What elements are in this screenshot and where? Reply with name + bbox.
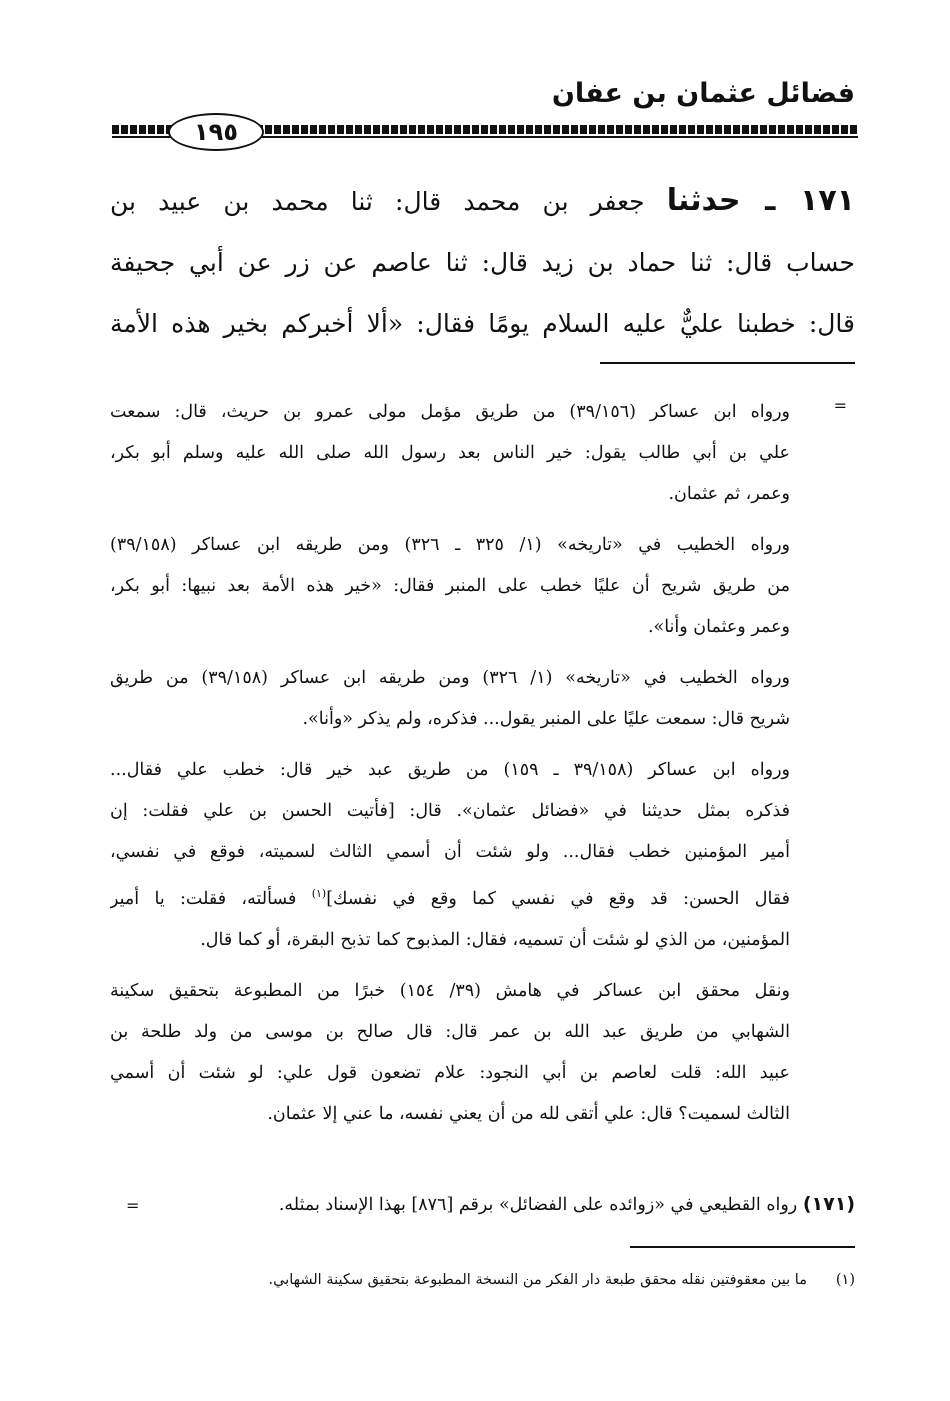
- commentary-line: فذكره بمثل حديثنا في «فضائل عثمان». قال: [فأتيت الحسن بن علي فقلت: إن: [110, 801, 790, 821]
- commentary-line: [110, 873, 790, 920]
- commentary-line-text: فقال الحسن: قد وقع في نفسي كما وقع في نفسك]: [326, 888, 790, 909]
- commentary: [110, 392, 790, 1145]
- commentary-line: ورواه الخطيب في «تاريخه» (١/ ٣٢٦) ومن طريقه ابن عساكر (٣٩/١٥٨) من طريق: [110, 668, 790, 688]
- hadith-text: [110, 170, 855, 354]
- reference-text: رواه القطيعي في «زوائده على الفضائل» برقم [٨٧٦] بهذا الإسناد بمثله.: [278, 1195, 803, 1215]
- commentary-line: ورواه ابن عساكر (٣٩/١٥٦) من طريق مؤمل مولى عمرو بن حريث، قال: سمعت: [110, 402, 790, 422]
- commentary-line: ونقل محقق ابن عساكر في هامش (٣٩/ ١٥٤) خبرًا من المطبوعة بتحقيق سكينة: [110, 980, 790, 1001]
- commentary-line: المؤمنين، من الذي لو شئت أن تسميه، فقال: المذبوح كما تذبح البقرة، أو كما قال.: [200, 929, 790, 950]
- commentary-paragraph: [110, 658, 790, 740]
- footnote-number: (١): [835, 1272, 855, 1288]
- commentary-line: وعمر، ثم عثمان.: [668, 484, 790, 504]
- hadith-line-text: جعفر بن محمد قال: ثنا محمد بن عبيد بن: [110, 187, 645, 216]
- commentary-line: شريح قال: سمعت عليًا على المنبر يقول... فذكره، ولم يذكر «وأنا».: [302, 709, 790, 729]
- running-title: فضائل عثمان بن عفان: [551, 78, 855, 109]
- hadith-line: قال: خطبنا عليٌّ عليه السلام يومًا فقال: «ألا أخبركم بخير هذه الأمة: [110, 309, 855, 338]
- footnote-text: ما بين معقوفتين نقله محقق طبعة دار الفكر من النسخة المطبوعة بتحقيق سكينة الشهابي.: [268, 1272, 807, 1288]
- footnote-reference[interactable]: (١): [311, 887, 327, 900]
- commentary-line: عبيد الله: قلت لعاصم بن أبي النجود: علام تضعون قول علي: لو شئت أن أسمي: [110, 1062, 790, 1083]
- commentary-line: الشهابي من طريق عبد الله بن عمر قال: قال صالح بن موسى من ولد طلحة بن: [110, 1021, 790, 1042]
- hadith-dash: ـ: [740, 183, 801, 218]
- page-number: ١٩٥: [168, 113, 264, 151]
- reference-number: (١٧١): [802, 1193, 855, 1215]
- continuation-marker-bottom: =: [126, 1196, 140, 1215]
- commentary-line-tail: فسألته، فقلت: يا أمير: [110, 888, 312, 909]
- commentary-paragraph: [110, 392, 790, 515]
- main-text-separator: [600, 362, 855, 364]
- commentary-line: من طريق شريح أن عليًا خطب على المنبر فقال: «خير هذه الأمة بعد نبيها: أبو بكر،: [110, 576, 790, 596]
- hadith-line: [110, 170, 855, 232]
- commentary-line: أمير المؤمنين خطب فقال... ولو شئت أن أسمي الثالث لسميته، فوقع في نفسي،: [110, 842, 790, 862]
- commentary-line: وعمر وعثمان وأنا».: [647, 617, 790, 637]
- continuation-marker: =: [833, 396, 847, 415]
- commentary-paragraph: [110, 971, 790, 1135]
- hadith-line: حساب قال: ثنا حماد بن زيد قال: ثنا عاصم عن زر عن أبي جحيفة: [110, 248, 855, 277]
- commentary-paragraph: [110, 525, 790, 648]
- commentary-paragraph: [110, 750, 790, 961]
- commentary-line: علي بن أبي طالب يقول: خير الناس بعد رسول الله صلى الله عليه وسلم أبو بكر،: [110, 443, 790, 463]
- hadith-lead-word: حدثنا: [666, 183, 741, 218]
- reference-line: [150, 1184, 855, 1226]
- commentary-line: الثالث لسميت؟ قال: علي أتقى لله من أن يعني نفسه، ما عني إلا عثمان.: [267, 1103, 790, 1124]
- hadith-number: ١٧١: [800, 183, 855, 218]
- footnote-separator: [630, 1246, 855, 1248]
- commentary-line: ورواه ابن عساكر (٣٩/١٥٨ ـ ١٥٩) من طريق عبد خير قال: خطب علي فقال...: [110, 760, 790, 780]
- footnote: [180, 1268, 855, 1292]
- commentary-line: ورواه الخطيب في «تاريخه» (١/ ٣٢٥ ـ ٣٢٦) ومن طريقه ابن عساكر (٣٩/١٥٨): [110, 535, 790, 555]
